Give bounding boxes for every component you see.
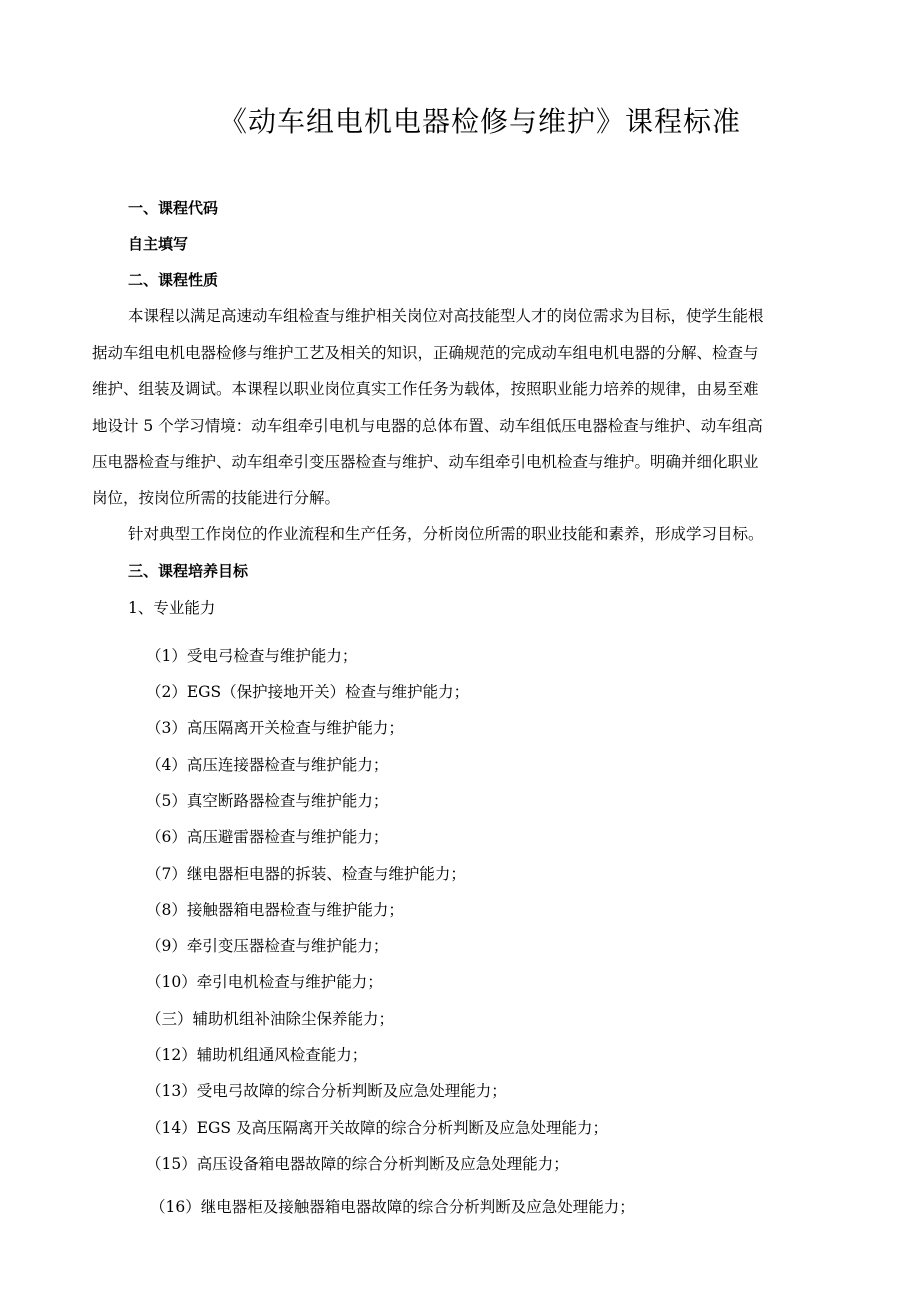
- document-title: 《动车组电机电器检修与维护》课程标准: [218, 105, 741, 138]
- list-item: （三）辅助机组补油除尘保养能力；: [146, 1010, 395, 1028]
- paragraph-line: 岗位，按岗位所需的技能进行分解。: [92, 489, 341, 507]
- list-item: （12）辅助机组通风检查能力；: [146, 1046, 368, 1064]
- section-heading-training-goals: 三、课程培养目标: [128, 562, 249, 580]
- paragraph-line: 压电器检查与维护、动车组牵引变压器检查与维护、动车组牵引电机检查与维护。明确并细化职业: [92, 453, 759, 471]
- list-item: （8）接触器箱电器检查与维护能力；: [146, 901, 404, 919]
- list-item: （6）高压避雷器检查与维护能力；: [146, 828, 389, 846]
- list-item: （13）受电弓故障的综合分析判断及应急处理能力；: [146, 1082, 507, 1100]
- list-item: （3）高压隔离开关检查与维护能力；: [146, 719, 404, 737]
- paragraph-line: 据动车组电机电器检修与维护工艺及相关的知识，正确规范的完成动车组电机电器的分解、检查与: [92, 344, 759, 362]
- subheading-professional-ability: 1、专业能力: [128, 599, 216, 617]
- paragraph-line: 地设计 5 个学习情境：动车组牵引电机与电器的总体布置、动车组低压电器检查与维护、动车组高: [92, 417, 763, 435]
- list-item: （2）EGS（保护接地开关）检查与维护能力；: [146, 683, 470, 701]
- section-heading-course-nature: 二、课程性质: [128, 271, 219, 289]
- list-item: （1）受电弓检查与维护能力；: [146, 647, 358, 665]
- paragraph-2: 针对典型工作岗位的作业流程和生产任务，分析岗位所需的职业技能和素养，形成学习目标。: [128, 525, 764, 543]
- list-item: （9）牵引变压器检查与维护能力；: [146, 937, 389, 955]
- list-item: （5）真空断路器检查与维护能力；: [146, 792, 389, 810]
- course-code-content: 自主填写: [128, 235, 189, 253]
- paragraph-line: 本课程以满足高速动车组检查与维护相关岗位对高技能型人才的岗位需求为目标，使学生能根: [128, 307, 764, 325]
- list-item: （15）高压设备箱电器故障的综合分析判断及应急处理能力；: [146, 1155, 569, 1173]
- paragraph-line: 维护、组装及调试。本课程以职业岗位真实工作任务为载体，按照职业能力培养的规律，由易至难: [92, 380, 759, 398]
- list-item: （14）EGS 及高压隔离开关故障的综合分析判断及应急处理能力；: [146, 1119, 608, 1137]
- list-item: （7）继电器柜电器的拆装、检查与维护能力；: [146, 865, 466, 883]
- list-item: （4）高压连接器检查与维护能力；: [146, 756, 389, 774]
- section-heading-course-code: 一、课程代码: [128, 199, 219, 217]
- list-item: （10）牵引电机检查与维护能力；: [146, 973, 383, 991]
- list-item: （16）继电器柜及接触器箱电器故障的综合分析判断及应急处理能力；: [150, 1198, 635, 1216]
